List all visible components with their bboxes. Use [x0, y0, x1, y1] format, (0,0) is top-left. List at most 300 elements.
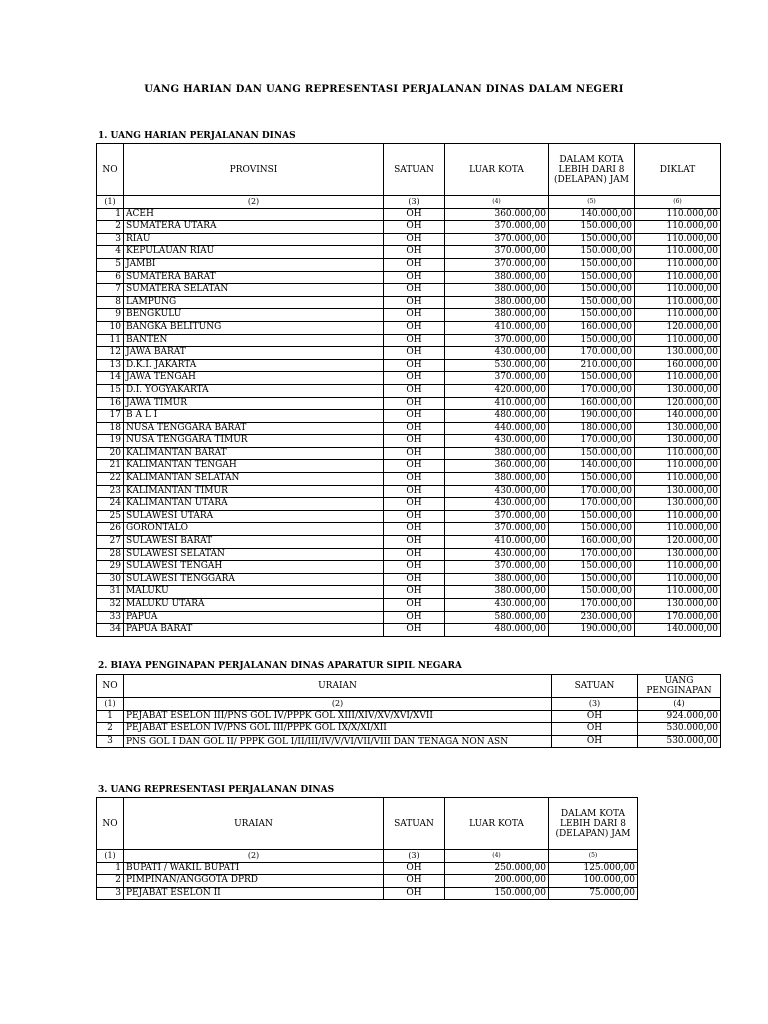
table-cell: 140.000,00 — [635, 410, 721, 423]
table-cell: OH — [384, 875, 445, 888]
table-row — [97, 359, 721, 372]
table-cell: KALIMANTAN TENGAH — [124, 460, 384, 473]
table-row — [97, 397, 721, 410]
table-cell: KALIMANTAN SELATAN — [124, 473, 384, 486]
table-cell: D.I. YOGYAKARTA — [124, 384, 384, 397]
table-row — [97, 410, 721, 423]
table-cell: OH — [384, 271, 445, 284]
table-cell: 380.000,00 — [445, 586, 549, 599]
header-dalam-kota: DALAM KOTA LEBIH DARI 8 (DELAPAN) JAM — [549, 144, 635, 196]
table-row — [97, 347, 721, 360]
table-cell: OH — [384, 321, 445, 334]
table-cell: PNS GOL I DAN GOL II/ PPPK GOL I/II/III/IV/V/VI/VII/VIII DAN TENAGA NON ASN — [124, 735, 552, 748]
table-cell: D.K.I. JAKARTA — [124, 359, 384, 372]
table-row — [97, 208, 721, 221]
table-cell: 130.000,00 — [635, 422, 721, 435]
index-cell: (2) — [124, 850, 384, 863]
table-cell: NUSA TENGGARA BARAT — [124, 422, 384, 435]
index-cell: (5) — [549, 196, 635, 209]
table-cell: 27 — [97, 536, 124, 549]
table-cell: 120.000,00 — [635, 321, 721, 334]
table-cell: 12 — [97, 347, 124, 360]
table-cell: 160.000,00 — [549, 321, 635, 334]
table-cell: 370.000,00 — [445, 246, 549, 259]
table-cell: 150.000,00 — [549, 284, 635, 297]
table-cell: 160.000,00 — [635, 359, 721, 372]
table-cell: PEJABAT ESELON II — [124, 887, 384, 900]
table-cell: 18 — [97, 422, 124, 435]
table-cell: 530.000,00 — [638, 735, 721, 748]
table-cell: OH — [384, 347, 445, 360]
table-cell: 410.000,00 — [445, 397, 549, 410]
index-cell: (4) — [638, 698, 721, 711]
table-cell: SUMATERA BARAT — [124, 271, 384, 284]
table-cell: 20 — [97, 447, 124, 460]
table-cell: SULAWESI UTARA — [124, 510, 384, 523]
table-row — [97, 296, 721, 309]
table-cell: 17 — [97, 410, 124, 423]
table-row — [97, 548, 721, 561]
lodging-rows — [97, 710, 721, 748]
table-cell: 380.000,00 — [445, 447, 549, 460]
table-cell: OH — [384, 498, 445, 511]
table-row — [97, 624, 721, 637]
table-row — [97, 271, 721, 284]
table-row — [97, 586, 721, 599]
table-cell: GORONTALO — [124, 523, 384, 536]
table-cell: 130.000,00 — [635, 548, 721, 561]
table-cell: 1 — [97, 208, 124, 221]
header-uraian: URAIAN — [124, 675, 552, 698]
table-cell: OH — [384, 573, 445, 586]
table-cell: 410.000,00 — [445, 321, 549, 334]
table-cell: 3 — [97, 233, 124, 246]
table-cell: OH — [384, 510, 445, 523]
table-row — [97, 372, 721, 385]
table-row — [97, 561, 721, 574]
table-cell: 100.000,00 — [549, 875, 638, 888]
table-cell: 110.000,00 — [635, 447, 721, 460]
table-cell: OH — [384, 862, 445, 875]
table-cell: 150.000,00 — [549, 296, 635, 309]
table-cell: 30 — [97, 573, 124, 586]
table-cell: LAMPUNG — [124, 296, 384, 309]
table-cell: 150.000,00 — [549, 447, 635, 460]
table-cell: 7 — [97, 284, 124, 297]
table-cell: 150.000,00 — [549, 523, 635, 536]
table-row — [97, 258, 721, 271]
table-cell: SUMATERA UTARA — [124, 221, 384, 234]
lodging-table — [96, 674, 721, 748]
table-cell: 150.000,00 — [549, 334, 635, 347]
table-cell: OH — [552, 710, 638, 723]
table-cell: 120.000,00 — [635, 397, 721, 410]
table-cell: KALIMANTAN UTARA — [124, 498, 384, 511]
table-cell: 110.000,00 — [635, 573, 721, 586]
table-cell: 410.000,00 — [445, 536, 549, 549]
table-cell: 370.000,00 — [445, 510, 549, 523]
table-cell: 430.000,00 — [445, 347, 549, 360]
table-cell: 110.000,00 — [635, 334, 721, 347]
table-cell: 125.000,00 — [549, 862, 638, 875]
table-cell: 170.000,00 — [635, 611, 721, 624]
table-cell: 170.000,00 — [549, 485, 635, 498]
table-cell: 370.000,00 — [445, 523, 549, 536]
index-cell: (1) — [97, 850, 124, 863]
table-row — [97, 862, 638, 875]
header-no: NO — [97, 675, 124, 698]
table-row — [97, 510, 721, 523]
index-cell: (5) — [549, 850, 638, 863]
table-cell: 360.000,00 — [445, 460, 549, 473]
table-cell: 250.000,00 — [445, 862, 549, 875]
table-cell: 150.000,00 — [549, 372, 635, 385]
table-cell: 430.000,00 — [445, 548, 549, 561]
table-cell: 160.000,00 — [549, 397, 635, 410]
table-cell: RIAU — [124, 233, 384, 246]
table-cell: 110.000,00 — [635, 233, 721, 246]
table-cell: 2 — [97, 875, 124, 888]
table-cell: 9 — [97, 309, 124, 322]
table-cell: 150.000,00 — [549, 271, 635, 284]
table-cell: OH — [384, 561, 445, 574]
table-cell: 140.000,00 — [635, 624, 721, 637]
header-uraian: URAIAN — [124, 798, 384, 850]
table-cell: OH — [552, 723, 638, 736]
table-cell: 32 — [97, 599, 124, 612]
table-cell: JAWA TIMUR — [124, 397, 384, 410]
table-cell: 130.000,00 — [635, 485, 721, 498]
table-cell: 28 — [97, 548, 124, 561]
column-index-row — [97, 698, 721, 711]
table-cell: SULAWESI BARAT — [124, 536, 384, 549]
table-cell: 3 — [97, 735, 124, 748]
daily-allowance-rows — [97, 208, 721, 636]
table-cell: 360.000,00 — [445, 208, 549, 221]
table-cell: 150.000,00 — [549, 309, 635, 322]
table-cell: OH — [384, 233, 445, 246]
table-cell: B A L I — [124, 410, 384, 423]
table-cell: 160.000,00 — [549, 536, 635, 549]
table-cell: 11 — [97, 334, 124, 347]
table-row — [97, 611, 721, 624]
table-cell: 110.000,00 — [635, 258, 721, 271]
table-cell: 210.000,00 — [549, 359, 635, 372]
table-cell: MALUKU UTARA — [124, 599, 384, 612]
table-cell: 170.000,00 — [549, 498, 635, 511]
header-no: NO — [97, 144, 124, 196]
table-cell: OH — [384, 221, 445, 234]
table-cell: 480.000,00 — [445, 410, 549, 423]
table-cell: OH — [384, 473, 445, 486]
table-cell: 110.000,00 — [635, 208, 721, 221]
table-cell: 130.000,00 — [635, 599, 721, 612]
table-cell: 150.000,00 — [445, 887, 549, 900]
table-cell: 380.000,00 — [445, 296, 549, 309]
table-cell: 8 — [97, 296, 124, 309]
table-cell: OH — [384, 548, 445, 561]
table-cell: 370.000,00 — [445, 334, 549, 347]
table-cell: 31 — [97, 586, 124, 599]
table-cell: 380.000,00 — [445, 473, 549, 486]
table-cell: 380.000,00 — [445, 284, 549, 297]
table-cell: OH — [384, 246, 445, 259]
table-row — [97, 498, 721, 511]
table-cell: 130.000,00 — [635, 498, 721, 511]
table-cell: 120.000,00 — [635, 536, 721, 549]
table-cell: 370.000,00 — [445, 221, 549, 234]
table-cell: 150.000,00 — [549, 573, 635, 586]
table-cell: 110.000,00 — [635, 586, 721, 599]
table-cell: PAPUA — [124, 611, 384, 624]
table-cell: SULAWESI SELATAN — [124, 548, 384, 561]
table-cell: KEPULAUAN RIAU — [124, 246, 384, 259]
table-cell: 480.000,00 — [445, 624, 549, 637]
table-cell: 22 — [97, 473, 124, 486]
table-row — [97, 573, 721, 586]
table-cell: 190.000,00 — [549, 410, 635, 423]
table-cell: 370.000,00 — [445, 372, 549, 385]
table-cell: JAMBI — [124, 258, 384, 271]
table-cell: OH — [384, 410, 445, 423]
table-cell: OH — [384, 384, 445, 397]
table-row — [97, 221, 721, 234]
table-cell: OH — [384, 611, 445, 624]
table-cell: 130.000,00 — [635, 435, 721, 448]
table-row — [97, 233, 721, 246]
table-cell: OH — [384, 599, 445, 612]
table-cell: SULAWESI TENGAH — [124, 561, 384, 574]
table-cell: 110.000,00 — [635, 309, 721, 322]
table-cell: 110.000,00 — [635, 271, 721, 284]
table-cell: 170.000,00 — [549, 599, 635, 612]
table-cell: MALUKU — [124, 586, 384, 599]
table-cell: OH — [384, 586, 445, 599]
table-cell: 4 — [97, 246, 124, 259]
table-cell: 230.000,00 — [549, 611, 635, 624]
table-cell: 140.000,00 — [549, 460, 635, 473]
table-cell: PEJABAT ESELON III/PNS GOL IV/PPPK GOL XIII/XIV/XV/XVI/XVII — [124, 710, 552, 723]
table-cell: 924.000,00 — [638, 710, 721, 723]
index-cell: (4) — [445, 196, 549, 209]
table-cell: 75.000,00 — [549, 887, 638, 900]
header-satuan: SATUAN — [552, 675, 638, 698]
table-cell: 5 — [97, 258, 124, 271]
table-cell: 370.000,00 — [445, 561, 549, 574]
table-cell: 6 — [97, 271, 124, 284]
table-cell: BANTEN — [124, 334, 384, 347]
table-cell: 1 — [97, 862, 124, 875]
table-cell: OH — [384, 422, 445, 435]
table-cell: 1 — [97, 710, 124, 723]
table-cell: JAWA TENGAH — [124, 372, 384, 385]
table-cell: JAWA BARAT — [124, 347, 384, 360]
table-cell: 15 — [97, 384, 124, 397]
table-row — [97, 284, 721, 297]
table-cell: 370.000,00 — [445, 258, 549, 271]
table-cell: 150.000,00 — [549, 246, 635, 259]
table-cell: KALIMANTAN BARAT — [124, 447, 384, 460]
table-cell: OH — [384, 397, 445, 410]
column-index-row — [97, 850, 638, 863]
table-cell: 110.000,00 — [635, 561, 721, 574]
table-row — [97, 447, 721, 460]
table-row — [97, 460, 721, 473]
index-cell: (1) — [97, 698, 124, 711]
table-cell: 110.000,00 — [635, 221, 721, 234]
table-cell: OH — [384, 447, 445, 460]
section2-heading: 2. BIAYA PENGINAPAN PERJALANAN DINAS APARATUR SIPIL NEGARA — [98, 661, 462, 671]
table-cell: 130.000,00 — [635, 347, 721, 360]
table-cell: BENGKULU — [124, 309, 384, 322]
table-cell: 150.000,00 — [549, 221, 635, 234]
table-cell: 150.000,00 — [549, 473, 635, 486]
table-cell: 16 — [97, 397, 124, 410]
table-cell: OH — [384, 284, 445, 297]
table-cell: 110.000,00 — [635, 372, 721, 385]
table-cell: ACEH — [124, 208, 384, 221]
table-cell: 3 — [97, 887, 124, 900]
table-row — [97, 710, 721, 723]
table-cell: 440.000,00 — [445, 422, 549, 435]
table-cell: OH — [384, 523, 445, 536]
table-cell: OH — [384, 372, 445, 385]
table-cell: 200.000,00 — [445, 875, 549, 888]
table-cell: 430.000,00 — [445, 485, 549, 498]
table-cell: 26 — [97, 523, 124, 536]
table-cell: OH — [384, 296, 445, 309]
section3-heading: 3. UANG REPRESENTASI PERJALANAN DINAS — [98, 785, 335, 795]
table-cell: 430.000,00 — [445, 498, 549, 511]
table-cell: OH — [384, 536, 445, 549]
index-cell: (3) — [384, 196, 445, 209]
index-cell: (4) — [445, 850, 549, 863]
table-cell: 34 — [97, 624, 124, 637]
table-cell: KALIMANTAN TIMUR — [124, 485, 384, 498]
table-row — [97, 875, 638, 888]
table-row — [97, 536, 721, 549]
table-cell: 19 — [97, 435, 124, 448]
index-cell: (1) — [97, 196, 124, 209]
table-cell: 2 — [97, 723, 124, 736]
daily-allowance-table — [96, 143, 721, 637]
table-cell: PIMPINAN/ANGGOTA DPRD — [124, 875, 384, 888]
table-cell: OH — [384, 334, 445, 347]
table-cell: 430.000,00 — [445, 435, 549, 448]
table-cell: 170.000,00 — [549, 548, 635, 561]
representation-table — [96, 797, 638, 900]
table-cell: 530.000,00 — [638, 723, 721, 736]
table-cell: 110.000,00 — [635, 284, 721, 297]
index-cell: (2) — [124, 196, 384, 209]
table-cell: 110.000,00 — [635, 296, 721, 309]
table-cell: 13 — [97, 359, 124, 372]
table-cell: SULAWESI TENGGARA — [124, 573, 384, 586]
table-cell: 24 — [97, 498, 124, 511]
table-cell: OH — [384, 258, 445, 271]
table-cell: OH — [384, 460, 445, 473]
table-cell: 110.000,00 — [635, 460, 721, 473]
table-row — [97, 485, 721, 498]
table-cell: 140.000,00 — [549, 208, 635, 221]
header-provinsi: PROVINSI — [124, 144, 384, 196]
table-row — [97, 735, 721, 748]
table-row — [97, 523, 721, 536]
table-row — [97, 473, 721, 486]
table-row — [97, 309, 721, 322]
table-cell: 110.000,00 — [635, 473, 721, 486]
table-cell: 130.000,00 — [635, 384, 721, 397]
table-cell: OH — [552, 735, 638, 748]
index-cell: (6) — [635, 196, 721, 209]
table-cell: 380.000,00 — [445, 271, 549, 284]
table-cell: PAPUA BARAT — [124, 624, 384, 637]
table-cell: 430.000,00 — [445, 599, 549, 612]
table-cell: OH — [384, 359, 445, 372]
table-cell: 170.000,00 — [549, 435, 635, 448]
table-cell: 380.000,00 — [445, 573, 549, 586]
table-cell: PEJABAT ESELON IV/PNS GOL III/PPPK GOL IX/X/XI/XII — [124, 723, 552, 736]
table-cell: OH — [384, 887, 445, 900]
table-cell: 33 — [97, 611, 124, 624]
table-row — [97, 384, 721, 397]
table-cell: 150.000,00 — [549, 233, 635, 246]
header-luar-kota: LUAR KOTA — [445, 144, 549, 196]
table-cell: 190.000,00 — [549, 624, 635, 637]
table-cell: OH — [384, 624, 445, 637]
table-row — [97, 887, 638, 900]
table-cell: SUMATERA SELATAN — [124, 284, 384, 297]
table-cell: 170.000,00 — [549, 384, 635, 397]
table-row — [97, 435, 721, 448]
table-cell: 10 — [97, 321, 124, 334]
table-cell: 420.000,00 — [445, 384, 549, 397]
table-cell: 530.000,00 — [445, 359, 549, 372]
header-no: NO — [97, 798, 124, 850]
representation-rows — [97, 862, 638, 900]
table-cell: 170.000,00 — [549, 347, 635, 360]
header-diklat: DIKLAT — [635, 144, 721, 196]
header-luar-kota: LUAR KOTA — [445, 798, 549, 850]
table-cell: 580.000,00 — [445, 611, 549, 624]
table-cell: 23 — [97, 485, 124, 498]
index-cell: (3) — [552, 698, 638, 711]
table-cell: NUSA TENGGARA TIMUR — [124, 435, 384, 448]
table-cell: 21 — [97, 460, 124, 473]
header-satuan: SATUAN — [384, 144, 445, 196]
table-row — [97, 246, 721, 259]
table-cell: 14 — [97, 372, 124, 385]
table-cell: BUPATI / WAKIL BUPATI — [124, 862, 384, 875]
table-cell: 2 — [97, 221, 124, 234]
table-cell: 370.000,00 — [445, 233, 549, 246]
table-row — [97, 422, 721, 435]
table-cell: 29 — [97, 561, 124, 574]
document-title: UANG HARIAN DAN UANG REPRESENTASI PERJALANAN DINAS DALAM NEGERI — [144, 84, 624, 95]
table-cell: 110.000,00 — [635, 523, 721, 536]
table-row — [97, 599, 721, 612]
table-cell: 180.000,00 — [549, 422, 635, 435]
table-cell: 110.000,00 — [635, 510, 721, 523]
index-cell: (3) — [384, 850, 445, 863]
table-row — [97, 321, 721, 334]
table-cell: 25 — [97, 510, 124, 523]
column-index-row — [97, 196, 721, 209]
table-cell: OH — [384, 435, 445, 448]
table-row — [97, 334, 721, 347]
header-dalam-kota: DALAM KOTA LEBIH DARI 8 (DELAPAN) JAM — [549, 798, 638, 850]
header-satuan: SATUAN — [384, 798, 445, 850]
